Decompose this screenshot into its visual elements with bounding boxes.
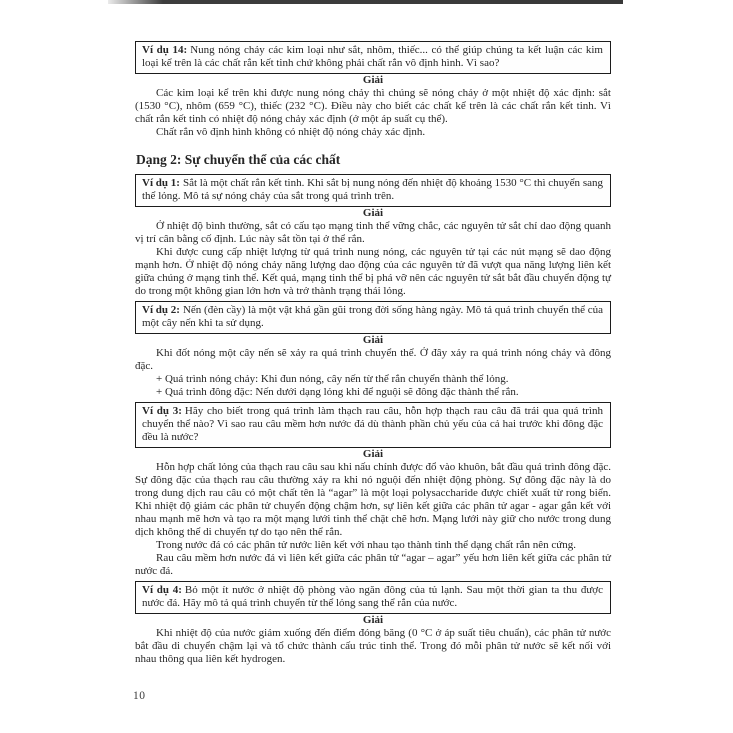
example-box-3: [135, 402, 611, 448]
solution-2-paragraph-1: Khi đốt nóng một cây nến sẽ xảy ra quá trình chuyển thể. Ở đây xảy ra quá trình nóng chảy và đông đặc.: [135, 347, 611, 372]
example-3-label: Ví dụ 3:: [142, 405, 182, 417]
solution-2-bullet-2: + Quá trình đông đặc: Nến dưới dạng lỏng khi để nguội sẽ đông đặc thành thể rắn.: [156, 386, 519, 398]
example-3-text: Hãy cho biết trong quá trình làm thạch rau câu, hỗn hợp thạch rau câu đã trải qua quá trình chuyển thể nào? Vì sao rau câu mềm hơn nước đá dù thành phần chủ yếu của cả hai trước khi đông đặc đều là nước?: [142, 405, 603, 443]
solution-3-paragraph-2: Trong nước đá có các phân tử nước liên kết với nhau tạo thành tinh thể dạng chất rắn nên cứng.: [156, 539, 576, 551]
example-box-14: [135, 41, 611, 74]
example-14-label: Ví dụ 14:: [142, 44, 188, 56]
solution-heading: Giải: [362, 614, 384, 626]
page-content: [135, 41, 611, 666]
example-4-label: Ví dụ 4:: [142, 584, 182, 596]
solution-2-bullet-1: + Quá trình nóng chảy: Khi đun nóng, cây nến từ thể rắn chuyển thành thể lỏng.: [156, 373, 509, 385]
example-2-label: Ví dụ 2:: [142, 304, 180, 316]
example-box-1: [135, 174, 611, 207]
solution-3-paragraph-1: Hỗn hợp chất lỏng của thạch rau câu sau khi nấu chính được đổ vào khuôn, bắt đầu quá trình đông đặc. Sự đông đặc của thạch rau câu thường xảy ra khi nó nguội đến nhiệt động phòng. Sự đông đặc này là do trong dung dịch rau câu có một chất tên là “agar” là một loại polysaccharide được chiết xuất từ rong biển. Khi nhiệt độ giảm các phân tử chuyển động chậm hơn, sự liên kết giữa các phân tử agar - agar gắn kết với nhau mạnh mẽ hơn và tạo ra một mạng lưới tinh thể chặt chẽ hơn. Mạng lưới này giữ cho nước trong dung dịch không thể di chuyển tự do tạo nên thể rắn.: [135, 461, 611, 538]
solution-3-paragraph-3: Rau câu mềm hơn nước đá vì liên kết giữa các phân tử “agar – agar” yếu hơn liên kết giữa các phân tử nước đá.: [135, 552, 611, 577]
example-1-text: Sắt là một chất rắn kết tinh. Khi sắt bị nung nóng đến nhiệt độ khoảng 1530 °C thì chuyển sang thể lỏng. Mô tả sự nóng chảy của sắt trong quá trình trên.: [142, 177, 603, 202]
example-4-text: Bỏ một ít nước ở nhiệt độ phòng vào ngăn đông của tủ lạnh. Sau một thời gian ta thu được nước đá. Hãy mô tả quá trình chuyển từ thể lỏng sang thể rắn của nước.: [142, 584, 603, 609]
example-14-text: Nung nóng chảy các kim loại như sắt, nhôm, thiếc... có thể giúp chúng ta kết luận các kim loại kể trên là các chất rắn kết tinh chứ không phải chất rắn vô định hình. Vì sao?: [142, 44, 603, 69]
example-box-2: [135, 301, 611, 334]
section-heading-dang-2: Dạng 2: Sự chuyển thể của các chất: [136, 152, 341, 167]
solution-1-paragraph-1: Ở nhiệt độ bình thường, sắt có cấu tạo mạng tinh thể vững chắc, các nguyên tử sắt chỉ dao động quanh vị trí cân bằng cố định. Lúc này sắt tồn tại ở thể rắn.: [135, 220, 611, 245]
page-number: 10: [133, 690, 146, 702]
solution-heading: Giải: [362, 334, 384, 346]
example-2-text: Nến (đèn cầy) là một vật khá gần gũi trong đời sống hàng ngày. Mô tả quá trình chuyển thể của một cây nến khi ta sử dụng.: [142, 304, 603, 329]
example-1-label: Ví dụ 1:: [142, 177, 180, 189]
solution-heading: Giải: [362, 448, 384, 460]
solution-heading: Giải: [362, 74, 384, 86]
example-box-4: [135, 581, 611, 614]
solution-4-paragraph-1: Khi nhiệt độ của nước giảm xuống đến điểm đóng băng (0 °C ở áp suất tiêu chuẩn), các phân tử nước bắt đầu di chuyển chậm lại và tổ chức thành cấu trúc tinh thể. Trong đó mỗi phân tử nước sẽ kết nối với nhau thông qua liên kết hydrogen.: [135, 627, 611, 665]
solution-14-paragraph-1: Các kim loại kể trên khi được nung nóng chảy thì chúng sẽ nóng chảy ở một nhiệt độ xác định: sắt (1530 °C), nhôm (659 °C), thiếc (232 °C). Điều này cho biết các chất kể trên là các chất rắn kết tinh. Vì chất rắn kết tinh có nhiệt độ nóng chảy xác định (ở một áp suất cụ thể).: [135, 87, 611, 125]
solution-heading: Giải: [362, 207, 384, 219]
solution-1-paragraph-2: Khi được cung cấp nhiệt lượng từ quá trình nung nóng, các nguyên tử tại các nút mạng sẽ dao động mạnh hơn. Ở nhiệt độ nóng chảy năng lượng dao động của các nguyên tử đã vượt qua năng lượng liên kết giữa chúng ở mạng tinh thể. Kết quả, mạng tinh thể bị phá vỡ nên các nguyên tử sắt bắt đầu chuyển động tự do trong một không gian lớn hơn và trở thành trạng thái lỏng.: [135, 246, 611, 297]
scan-artifact-line: [108, 0, 623, 4]
solution-14-paragraph-2: Chất rắn vô định hình không có nhiệt độ nóng chảy xác định.: [156, 126, 426, 138]
